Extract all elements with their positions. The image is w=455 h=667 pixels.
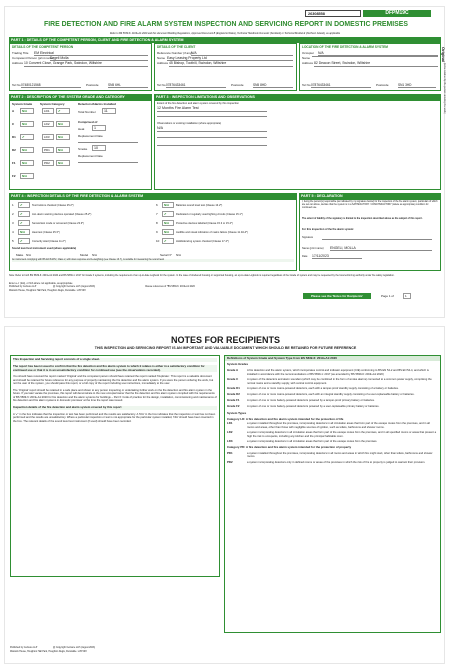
definitions-heading: Definitions of System Grade and System Type from BS 5839-6: 2019+A1:2020: [225, 356, 440, 361]
item-number: 9: [156, 230, 158, 234]
sound-label: Sound level test instrument used (where applicable): [12, 247, 77, 250]
part5-panel: [299, 199, 441, 271]
item-text: Heat test (Clause 25.3*): [32, 230, 60, 234]
report-title: FIRE DETECTION AND FIRE ALARM SYSTEM INSPECTION AND SERVICING REPORT IN DOMESTIC PREMISES: [44, 21, 408, 28]
notes-publisher: Published by Certsure LLP: [10, 647, 38, 649]
liability-text: The extent of liability of the signatory is limited to the inspection described above as the subject of this report.: [302, 218, 423, 220]
category-label: LD2: [42, 121, 54, 127]
occupier-value[interactable]: N/A: [318, 51, 438, 56]
tel-label: Tel No: [12, 83, 21, 87]
clause-reference: Clause references of *BS 5839-6: 2019+A1:2020: [145, 286, 195, 288]
item-number: 6: [156, 203, 158, 207]
notes-subtitle: THIS INSPECTION AND SERVICING REPORT IS AN IMPORTANT AND VALUABLE DOCUMENT WHICH SHOULD BE RETAINED FOR FUTURE REFERENCE: [94, 346, 357, 350]
extent-line-2: [157, 113, 267, 117]
category-ld-definition: [225, 440, 440, 445]
item-text: Batteries sound level test (Clause 13.2*): [176, 203, 223, 207]
category-label: LD3: [42, 134, 54, 140]
item-result[interactable]: ✔: [162, 211, 174, 217]
replacement2-label: Replacement Date: [78, 154, 103, 158]
instrument-serial-label: Serial N°: [160, 253, 172, 257]
occupier-label: Occupier: [302, 51, 315, 55]
detectors-col-label: Detectors/Alarms Installed: [78, 102, 116, 106]
category-pd-definition-term: PD2: [227, 459, 233, 464]
instrument-serial-value[interactable]: N/A: [176, 253, 182, 257]
category-ld-definition-term: LD1: [227, 421, 233, 426]
replacement2-line[interactable]: [78, 160, 138, 163]
note-paragraph: You should have received the report marked 'Original' and the competent person should have retained the report marked 'Duplicate'. This report is a valuable document and should be retained for future reference for any purpose of properly maintaining the fire detection and fire alarm system. If you were the person ordering the work, but not the user of the system, you should pass this report, or a full copy of the report including use instructions, immediately to the user.: [13, 375, 214, 386]
item-result[interactable]: ✔: [18, 202, 30, 208]
notes-sheet: [4, 326, 445, 664]
item-text: Hold/silencing system checked (Clause 17.4*): [176, 239, 229, 243]
category-label: LD1: [42, 108, 54, 114]
heat-label: Heat: [78, 127, 85, 131]
category-pd-definition: [225, 460, 440, 465]
item-number: 2: [12, 212, 14, 216]
category-ld-definition-description: a system incorporating detectors in all circulation areas that form part of the escape routes from the premises.: [247, 440, 378, 444]
location-tel-value[interactable]: 07876433461: [311, 83, 371, 88]
category-label: PD2: [42, 160, 54, 166]
location-tel-label: Tel No: [302, 83, 311, 87]
trading-label: Trading Title: [12, 51, 29, 55]
observations-line-3: [157, 142, 267, 146]
notes-left-paragraphs: [11, 356, 219, 428]
grade-definition-term: Grade D1: [227, 386, 240, 391]
notes-address: Warwick House, Houghton Hall Park, Houghton Regis, Dunstable. LU5 5ZX: [10, 651, 87, 653]
notes-right-panel: [224, 355, 441, 633]
client-ref-value[interactable]: N/A: [191, 51, 293, 56]
grade-value[interactable]: N/A: [20, 121, 34, 127]
grade-definition-description: A fire detection and fire alarm system, which incorporates control and indicator equipment (CIE) conforming to BS EN 54-2 and BS EN 54-4, and which is installed in accordance with the recommendations of BS 5839-1: 2017 (as amended by BS 5839-6: 2019+A1:2020): [247, 369, 429, 376]
item-text: Test buttons checked (Clause 25.2*): [32, 203, 74, 207]
category-ld-definitions: [225, 422, 440, 445]
grades-heading: System Grades: [227, 362, 249, 366]
grade-value[interactable]: N/A: [20, 160, 34, 166]
observations-line-2: [157, 134, 267, 138]
declaration-date-label: Date: [302, 255, 308, 258]
grade-col-label: System Grade: [12, 102, 33, 106]
part2-heading: PART 2 : DESCRIPTION OF THE SYSTEM GRADE AND CATEGORY: [9, 94, 152, 100]
client-ref-label: Reference Number (if any): [157, 51, 193, 55]
category-pd-definitions: [225, 451, 440, 465]
client-tel-value[interactable]: 07876433461: [166, 83, 226, 88]
note-paragraph: The 'Original' report should be retained in a safe place and shown to any person inspecting or undertaking further work on the fire detection and fire alarm system in the future. If you later vacate the premises, this report will demonstrate to the new occupier/owner that the fire detection and fire alarm system complied with the requirements of BS 5839-6: 2019+A1:2020 for fire detection and fire alarm systems for buildings – Part 6: Code of practice for the design, installation, commissioning and maintenance of fire detection and fire alarm systems in domestic premises' at the time the report was issued.: [13, 388, 217, 403]
signature-label: Signature: [302, 236, 314, 239]
category-value[interactable]: N/A: [56, 147, 70, 153]
grade-value[interactable]: N/A: [20, 108, 34, 114]
client-name-label: Name: [157, 56, 166, 60]
item-text: Dedicated or regularly used lighting circuits (Clause 15.1*): [176, 212, 243, 216]
grade-definition-description: A system of one or more battery-powered detectors powered by a user-replaceable primary battery or batteries.: [247, 404, 380, 408]
item-result[interactable]: N/A: [162, 202, 174, 208]
client-postcode-value[interactable]: SN5 8HD: [253, 83, 293, 88]
grade-definition: [225, 393, 440, 398]
category-pd-definition-term: PD1: [227, 450, 233, 455]
form-code: DFPM19C: [363, 10, 431, 17]
client-address-label: Address: [157, 61, 169, 65]
grade-label: F1: [12, 161, 16, 165]
original-side-note: (to be retained by the person ordering the work): [443, 63, 446, 114]
page-label: Page 1 of: [381, 294, 394, 298]
part3-panel: [154, 100, 441, 190]
notes-left-panel: [10, 355, 220, 577]
category-pd-definition: [225, 451, 440, 459]
category-value[interactable]: N/A: [56, 134, 70, 140]
location-address-label: Address: [302, 61, 314, 65]
item-result[interactable]: N/A: [162, 229, 174, 235]
location-name-value[interactable]: [312, 56, 438, 57]
grade-definition: [225, 398, 440, 403]
signature-field[interactable]: [322, 236, 432, 240]
location-address-value[interactable]: 82 Deacon Street, Swindon, Wiltshire: [314, 61, 438, 67]
page-count: 1: [403, 293, 411, 299]
declaration-text: I, being the person(s) responsible (as indicated by my signature below) for the inspection of the fire alarm system, particulars of which are set out above, declare that the system is in a SATISFACTORY / UNSATISFACTORY (delete as appropriate) condition for continued use.: [302, 201, 438, 209]
enter-instruction: Enter a ✔ (tick), or N/A where not applicable, as appropriate: [9, 282, 73, 285]
item-text: Audible and visual indication of mains failure (Clause 11.3d-4*): [176, 230, 248, 234]
category-ld-definition-term: LD3: [227, 439, 233, 444]
report-sheet: [4, 6, 445, 318]
part4-heading: PART 4 : INSPECTION DETAILS OF THE FIRE DETECTION & ALARM SYSTEM: [9, 193, 297, 199]
instrument-note: An instrument complying with BS EN 61672, Class 2, with slow response and A-weighting (see Clause 13.7), is suitable for measuring the sound level: [12, 259, 294, 262]
grade-definition-description: A system of one or more mains-powered detectors, each with an integral standby supply consisting of a user-replaceable battery or batteries.: [247, 393, 415, 397]
grade-definition: [225, 378, 440, 386]
total-label: Total Number: [78, 110, 96, 114]
item-number: 4: [12, 230, 14, 234]
total-value[interactable]: 11: [102, 108, 116, 114]
category-label: PD1: [42, 147, 54, 153]
grade-value[interactable]: ✔: [20, 134, 34, 140]
category-ld-definition-description: a system incorporating detectors in all circulation areas that form part of the escape routes from the premises, and in all specified rooms or areas that present a high fire risk to occupants, including any kitchen and the principal habitable room.: [247, 431, 437, 438]
location-heading: LOCATION OF THE FIRE DETECTION & ALARM SYSTEM: [302, 45, 388, 49]
grade-definition-term: Grade F1: [227, 397, 240, 402]
grade-label: C: [12, 122, 15, 126]
grade-definitions: [225, 369, 440, 409]
grade-definition-term: Grade C: [227, 377, 239, 382]
extent-label: Extent of the fire detection and alarm system covered by this inspection: [157, 102, 239, 105]
note-paragraph: A '✔' in the box indicates that the inspection or test has been performed and the results are satisfactory. A 'N/A' in the box indicates that the inspection or test has not been performed and the results are unsatisfactory. Where a particular inspection or test is not appropriate for the particular system installed, 'N/A' should have been inserted in the box. The relevant details of the sound level test instrument (if used) should have been recorded.: [13, 412, 216, 423]
part2-panel: [9, 100, 152, 190]
item-text: Protective devices labelled (Clause 15.3 or 15.4*): [176, 221, 233, 225]
item-text: Sensor/test mode or screened (Clause 23.3*): [32, 221, 85, 225]
item-result[interactable]: ✔: [18, 238, 30, 244]
declaration-date-value[interactable]: 17/11/2023: [312, 254, 362, 259]
item-result[interactable]: ✔: [18, 220, 30, 226]
client-heading: DETAILS OF THE CLIENT: [157, 45, 196, 49]
grade-definition: [225, 387, 440, 392]
category-value[interactable]: N/A: [56, 160, 70, 166]
item-text: Correctly sited (Clause 11.2*): [32, 239, 66, 243]
observations-value[interactable]: N/A: [157, 126, 267, 132]
category-ld-definition: [225, 431, 440, 439]
part5-heading: PART 5 : DECLARATION: [299, 193, 441, 199]
smoke-value[interactable]: 10: [92, 145, 106, 151]
postcode-value[interactable]: SN5 6HL: [108, 83, 148, 88]
grade-definition: [225, 404, 440, 409]
declaration-name-value[interactable]: ENGELI, MOLLA: [330, 246, 432, 251]
grade-definition-term: Grade A: [227, 368, 239, 373]
client-tel-label: Tel No: [157, 83, 166, 87]
item-result[interactable]: ✔: [18, 211, 30, 217]
category-ld-definition: [225, 422, 440, 430]
category-pd-heading: Category PD: A fire detection and fire alarm system intended for the protection of property: [227, 445, 352, 450]
observations-label: Observations or existing installation (where appropriate): [157, 122, 222, 125]
item-text: ALL alarm warning devices operated (Clause 25.2*): [32, 212, 92, 216]
category-pd-definition-description: a system incorporating detectors only in defined rooms or areas of the premises in which the risk of fire to property is judged to warrant their provision.: [247, 460, 426, 464]
model-value[interactable]: N/A: [92, 253, 98, 257]
grade-value[interactable]: N/A: [20, 147, 34, 153]
copyright: @ Copyright Certsure LLP (August 2023): [53, 286, 95, 288]
note-paragraph: The report has been issued to confirm that the fire detection and fire alarm system to which it relates is either in a satisfactory condition for continued use or that it is in an unsatisfactory condition for continued use (see the observations recorded).: [13, 365, 217, 373]
person-value[interactable]: Engeli Molla: [50, 56, 148, 61]
grade-label: A: [12, 109, 15, 113]
item-result[interactable]: N/A: [162, 220, 174, 226]
person-label: Competent Person (print name): [12, 56, 55, 60]
competent-person-heading: DETAILS OF THE COMPETENT PERSON: [12, 45, 74, 49]
replacement-label: Replacement Date: [78, 134, 103, 138]
footer-note: Note: Refer to both BS 5839-6: 2019+A1:2020 and BS 5839-1: 2017 for Grade F systems, including the requirement of an up-to-date Logbook for the system. In the case of sheltered housing or supported housing, an up-to-date Logbook is required regardless of the Grade of system and may be requested by the local enforcing authority under fire safety legislation.: [9, 274, 395, 277]
serial-number: 26308558: [305, 10, 361, 17]
declaration-name-label: Name (print name): [302, 247, 324, 250]
category-value[interactable]: ✔: [56, 108, 70, 114]
address-value[interactable]: 10 Convent Close, Grange Park, Swindon, Wiltshire: [24, 61, 148, 67]
smoke-label: Smoke: [78, 147, 88, 151]
make-value[interactable]: N/A: [26, 253, 32, 257]
grade-definition-term: Grade D2: [227, 392, 240, 397]
grade-definition: [225, 369, 440, 377]
note-paragraph: This Inspection and Servicing report consists of a single sheet.: [13, 358, 217, 362]
part4-panel: [9, 199, 297, 271]
trading-value[interactable]: EM Electrical: [34, 51, 148, 56]
client-address-value[interactable]: 45 Bishop, Toothill, Swindon, Wiltshire: [169, 61, 293, 67]
item-number: 7: [156, 212, 158, 216]
address-label: Address: [12, 61, 24, 65]
category-ld-heading: Category LD: A fire detection and fire alarm system intended for the protection of life: [227, 416, 344, 421]
location-name-label: Name: [302, 56, 311, 60]
heat-value[interactable]: 1: [92, 125, 106, 131]
grade-label: D1: [12, 135, 16, 139]
client-postcode-label: Postcode: [231, 83, 244, 87]
item-number: 10: [156, 239, 160, 243]
part1-heading: PART 1 : DETAILS OF THE COMPETENT PERSON, CLIENT AND FIRE DETECTION & ALARM SYSTEM: [9, 37, 441, 43]
grade-definition-description: A system of one or more battery-powered detectors powered by a tamper-proof primary battery or batteries.: [247, 398, 375, 402]
grade-label: F2: [12, 174, 16, 178]
item-result[interactable]: ✔: [162, 238, 174, 244]
client-panel: [154, 43, 297, 91]
item-number: 3: [12, 221, 14, 225]
original-side-label: Original: [441, 47, 446, 63]
grade-definition-term: Grade F2: [227, 403, 240, 408]
grade-definition-description: A system of fire detectors and alarm sounders (which may be combined in the form of smoke alarms) connected to a common power supply, comprising the normal mains and a standby supply, with central control equipment.: [247, 378, 432, 385]
grade-value[interactable]: N/A: [20, 173, 34, 179]
part3-heading: PART 3 : INSPECTION LIMITATIONS AND OBSERVATIONS: [154, 94, 441, 100]
client-name-value[interactable]: Easy Leasing Property Ltd: [167, 56, 293, 61]
note-paragraph: Inspection details of the fire detection and alarm system covered by this report: [13, 406, 217, 410]
grade-label: D2: [12, 148, 16, 152]
extent-value[interactable]: 12 Months Fire Alarm Test: [157, 106, 267, 112]
notes-title: NOTES FOR RECIPIENTS: [170, 335, 280, 345]
item-number: 1: [12, 203, 14, 207]
see-notes-banner: Please see the 'Notes for Recipients': [303, 293, 371, 299]
location-postcode-value[interactable]: SN1 3HD: [398, 83, 436, 88]
location-postcode-label: Postcode: [376, 83, 389, 87]
competent-person-panel: [9, 43, 152, 91]
category-pd-definition-description: a system installed throughout the premises, incorporating detectors in all rooms and areas in which fire might start, other than toilets, bathrooms and shower rooms.: [247, 451, 433, 459]
report-subtitle: Refer to BS 5839-6: 2019+A1:2020 and this document Building Regulations, Approved Document B (England & Wales), Technical Handbook Domestic (Scotland) or Technical Booklet E (Northern Ireland), as applicable: [109, 32, 341, 35]
item-number: 8: [156, 221, 158, 225]
category-ld-definition-term: LD2: [227, 430, 233, 435]
types-heading: System Types: [227, 410, 247, 415]
replacement-line[interactable]: [78, 140, 138, 143]
category-ld-definition-description: a system installed throughout the premises, incorporating detectors in all circulation areas that form part of the escape routes from the premises, and in all rooms and areas, other than those with negligible sources of ignition, such as toilets, bathrooms and shower rooms.: [247, 422, 430, 429]
category-value[interactable]: N/A: [56, 121, 70, 127]
notes-copyright: @ Copyright Certsure LLP (August 2023): [53, 647, 95, 649]
postcode-label: Postcode: [86, 83, 99, 87]
publisher: Published by Certsure LLP: [9, 286, 37, 288]
tel-value[interactable]: 07480121568: [21, 83, 81, 88]
item-result[interactable]: N/A: [18, 229, 30, 235]
category-col-label: System Category: [40, 102, 65, 106]
location-panel: [299, 43, 441, 91]
make-label: Make: [16, 253, 24, 257]
comprised-label: Comprised of: [78, 120, 98, 124]
model-label: Model: [80, 253, 89, 257]
item-number: 5: [12, 239, 14, 243]
grade-definition-description: A system of one or more mains-powered detectors, each with a tamper-proof standby supply consisting of a battery or batteries.: [247, 387, 399, 391]
publisher-address: Warwick House, Houghton Hall Park, Houghton Regis, Dunstable. LU5 5ZX: [9, 289, 86, 292]
period-label: For this inspection of the fire alarm system:: [302, 228, 354, 231]
